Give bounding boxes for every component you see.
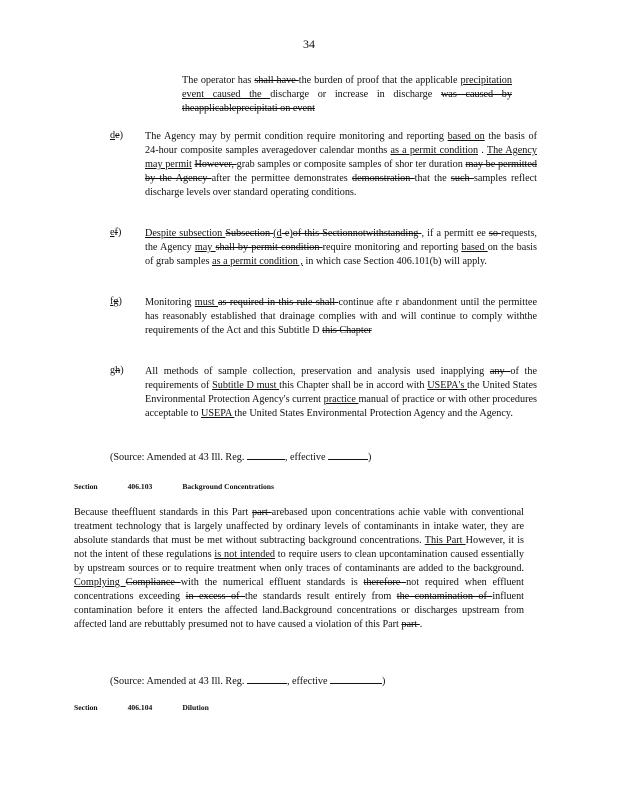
item-paragraph-g [145, 365, 537, 421]
text-run: of the requirements of [145, 366, 537, 391]
inserted-text: g [110, 365, 116, 376]
text-run: in which case Section 406.101(b) will apply. [302, 256, 487, 267]
text-run: . [478, 145, 487, 156]
text-run: All methods of sample collection, preservation and analysis used inapplying [145, 366, 490, 377]
deleted-text: this Chapter [322, 325, 372, 336]
text-run: influent contamination before it enters the affected land.Background concentrations or discharges upstream from affected land are rebuttably presumed not to have caused a violation of this Part [74, 591, 524, 630]
inserted-text: practice [323, 394, 359, 405]
intro-paragraph [182, 74, 512, 116]
deleted-text: shall have [254, 75, 299, 86]
text-run: ) [119, 130, 124, 141]
item-paragraph-f [145, 296, 537, 338]
source-prefix: (Source: Amended at 43 Ill. Reg. [110, 676, 245, 687]
item-paragraph-e [145, 227, 537, 269]
deleted-text: the contamination of [396, 591, 493, 602]
text-run: grab samples or composite samples of shor ter duration [236, 159, 466, 170]
deleted-text: part [252, 507, 272, 518]
deleted-text: part [401, 619, 420, 630]
text-run: with the numerical effluent standards is [180, 577, 364, 588]
text-run: , if a permitt ee [421, 228, 489, 239]
source-end: ) [382, 676, 386, 687]
item-label-f [110, 296, 122, 307]
inserted-text: d [276, 228, 282, 239]
text-run: manual of practice or with other procedures acceptable to [145, 394, 538, 419]
item-label-d [110, 130, 123, 141]
inserted-text: omplying [80, 577, 126, 588]
text-run: Monitoring [145, 297, 195, 308]
inserted-text: USEPA [201, 408, 235, 419]
section-number: 406.104 [127, 703, 153, 712]
deleted-text: e [115, 130, 120, 141]
text-run: this Chapter shall be in accord with [279, 380, 428, 391]
text-run: discharge or increase in discharge [270, 89, 441, 100]
inserted-text: ) [289, 228, 293, 239]
text-run: that the [414, 173, 451, 184]
text-run: continue afte r abandonment until the permittee has reasonably established that drainage complies with and will continue to comply withthe requirements of the Act and this Subtitle D [145, 297, 537, 336]
deleted-text: Compliance [125, 577, 181, 588]
inserted-text: e [110, 227, 115, 238]
text-run: not required when effluent concentrations exceeding [74, 577, 524, 602]
inserted-text: based on [447, 131, 485, 142]
text-run: to require users to clean upcontamination caused essentially by upstream sources or to require treatment when only traces of contaminants are added to the background. [74, 549, 524, 574]
inserted-text: as a permit condition [390, 145, 479, 156]
source-end: ) [368, 452, 372, 463]
text-run: the United States Environmental Protection Agency's current [145, 380, 537, 405]
deleted-text: caused by theapplicableprecipitati on event [182, 89, 512, 114]
deleted-text: therefore [363, 577, 407, 588]
deleted-text: in excess of [185, 591, 245, 602]
deleted-text: demonstration [352, 173, 415, 184]
section-label: Section [74, 703, 98, 712]
inserted-text: based [461, 242, 488, 253]
text-run: However, it is not the intent of these regulations [74, 535, 524, 560]
source-mid: , effective [284, 452, 326, 463]
source-note-1 [110, 449, 371, 463]
text-run: the United States Environmental Protection Agency and the Agency. [234, 408, 513, 419]
text-run: ) [118, 296, 122, 307]
body-paragraph [74, 506, 524, 632]
inserted-text: f [110, 296, 114, 307]
inserted-text: is not intended [214, 549, 275, 560]
inserted-text: may [194, 242, 216, 253]
deleted-text: h [115, 365, 121, 376]
inserted-text: Despite subsection [145, 228, 226, 239]
deleted-text: e [281, 228, 290, 239]
section-heading-406-103 [74, 482, 304, 491]
deleted-text: as required in this rule shall [218, 297, 339, 308]
deleted-text: f [114, 227, 118, 238]
deleted-text: Subsection [225, 228, 274, 239]
deleted-text: was [440, 89, 466, 100]
blank-line [247, 673, 287, 684]
item-label-g [110, 365, 124, 376]
deleted-text: may be permitted by the Agency [145, 159, 537, 184]
deleted-text: of this Sectionnotwithstanding [292, 228, 422, 239]
inserted-text: as a permit condition , [212, 256, 303, 267]
inserted-text: must [194, 297, 218, 308]
blank-line [328, 449, 368, 460]
deleted-text: shall by permit condition [215, 242, 323, 253]
text-run: . [419, 619, 423, 630]
inserted-text: C [74, 577, 81, 588]
item-paragraph-d [145, 130, 537, 200]
text-run: ) [117, 227, 122, 238]
section-label: Section [74, 482, 98, 491]
source-mid: , effective [286, 676, 328, 687]
source-prefix: (Source: Amended at 43 Ill. Reg. [110, 452, 245, 463]
blank-line [247, 449, 285, 460]
inserted-text: Subtitle D must [212, 380, 280, 391]
page-number: 34 [303, 37, 315, 51]
text-run: the basis of 24-hour composite samples averagedover calendar months [145, 131, 538, 156]
text-run: samples reflect discharge levels over standard operating conditions. [145, 173, 537, 198]
deleted-text: such [450, 173, 474, 184]
text-run: The operator has [182, 75, 255, 86]
deleted-text: g [113, 296, 119, 307]
section-heading-406-104 [74, 703, 239, 712]
text-run: requests, the Agency [145, 228, 537, 253]
text-run: ) [120, 365, 124, 376]
section-number: 406.103 [127, 482, 153, 491]
text-run: require monitoring and reporting [322, 242, 462, 253]
inserted-text: This Part [424, 535, 466, 546]
text-run: Because theeffluent standards in this Part [74, 507, 253, 518]
inserted-text: precipitation event caused the [182, 75, 512, 100]
text-run: the standards result entirely from [244, 591, 397, 602]
inserted-text: USEPA's [427, 380, 468, 391]
text-run: arebased upon concentrations achie vable with conventional treatment technology that is largely unaffected by ordinary levels of contaminants in intake water, they are absolute standards that must be met without subtracting background concentrations. [74, 507, 524, 546]
inserted-text: ( [273, 228, 277, 239]
item-label-e [110, 227, 121, 238]
deleted-text: any [489, 366, 511, 377]
text-run: on the basis of grab samples [145, 242, 537, 267]
source-note-2 [110, 673, 385, 687]
text-run: the burden of proof that the applicable [298, 75, 461, 86]
deleted-text: so [488, 228, 502, 239]
blank-line [330, 673, 382, 684]
inserted-text: d [110, 130, 116, 141]
inserted-text: The Agency may permit [145, 145, 537, 170]
section-title: Background Concentrations [182, 482, 274, 491]
text-run: The Agency may by permit condition require monitoring and reporting [145, 131, 448, 142]
section-title: Dilution [182, 703, 209, 712]
text-run: after the permittee demonstrates [211, 173, 353, 184]
deleted-text: However, [194, 159, 237, 170]
